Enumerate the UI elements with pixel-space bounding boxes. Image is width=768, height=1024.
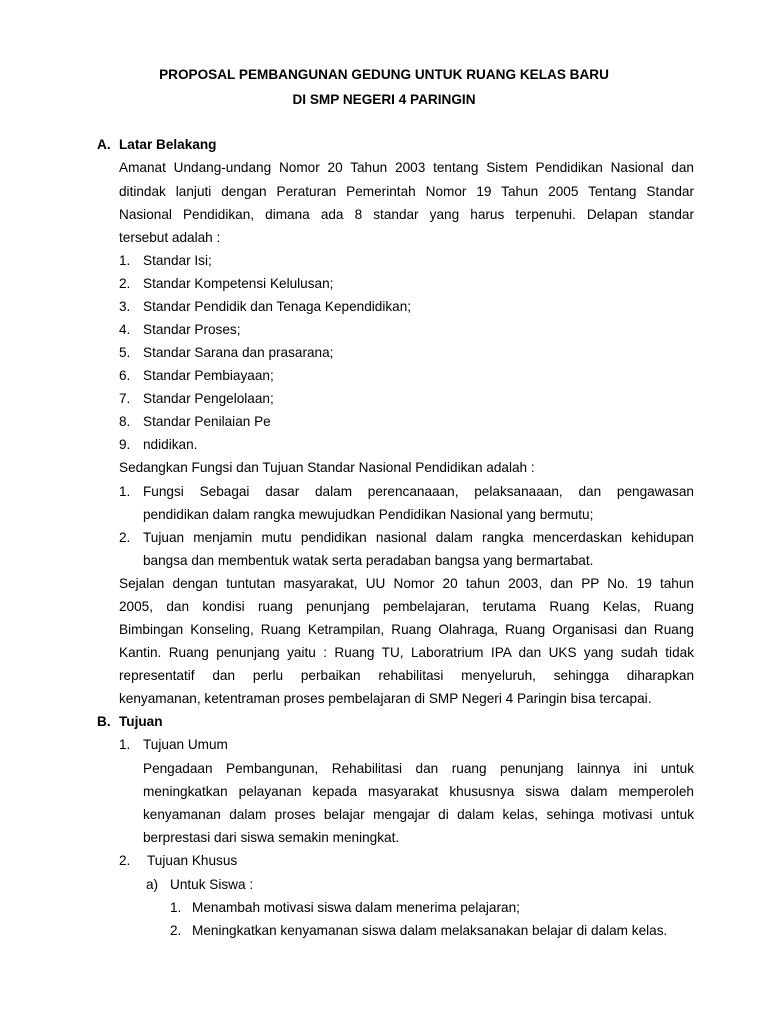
fungsi-num: 2. (119, 530, 131, 545)
umum-para-line: Pengadaan Pembangunan, Rehabilitasi dan ruang penunjang lainnya ini untuk (143, 761, 694, 776)
siswa-item-num: 1. (170, 900, 182, 915)
para1-line: Amanat Undang-undang Nomor 20 Tahun 2003 tentang Sistem Pendidikan Nasional dan (119, 160, 694, 175)
section-b-letter: B. (97, 714, 111, 729)
tujuan-umum-num: 1. (119, 737, 131, 752)
standard-item: ndidikan. (143, 437, 198, 452)
standard-item: Standar Pengelolaan; (143, 391, 274, 406)
para2-line: Sejalan dengan tuntutan masyarakat, UU Nomor 20 tahun 2003, dan PP No. 19 tahun (119, 576, 694, 591)
tujuan-khusus-heading: Tujuan Khusus (147, 853, 238, 868)
standard-num: 3. (119, 299, 131, 314)
fungsi-intro: Sedangkan Fungsi dan Tujuan Standar Nasional Pendidikan adalah : (119, 460, 535, 475)
section-b-heading: Tujuan (119, 714, 163, 729)
umum-para-line: kenyamanan dalam proses belajar mengajar di dalam kelas, sehinga motivasi untuk (143, 807, 694, 822)
standard-item: Standar Kompetensi Kelulusan; (143, 276, 334, 291)
para2-line: Bimbingan Konseling, Ruang Ketrampilan, Ruang Olahraga, Ruang Organisasi dan Ruang (119, 622, 694, 637)
standard-num: 4. (119, 322, 131, 337)
para1-line: ditindak lanjuti dengan Peraturan Pemerintah Nomor 19 Tahun 2005 Tentang Standar (119, 184, 694, 199)
fungsi-num: 1. (119, 484, 131, 499)
umum-para-line: meningkatkan pelayanan kepada masyarakat khususnya siswa dalam memperoleh (143, 784, 694, 799)
standard-num: 2. (119, 276, 131, 291)
fungsi-line: Fungsi Sebagai dasar dalam perencanaaan, pelaksanaaan, dan pengawasan (143, 484, 694, 499)
siswa-heading: Untuk Siswa : (170, 877, 254, 892)
para2-line: kenyamanan, ketentraman proses pembelajaran di SMP Negeri 4 Paringin bisa tercapai. (119, 691, 652, 706)
siswa-item-num: 2. (170, 923, 182, 938)
section-a-heading: Latar Belakang (119, 137, 217, 152)
para2-line: Kantin. Ruang penunjang yaitu : Ruang TU, Laboratrium IPA dan UKS yang sudah tidak (119, 645, 694, 660)
para1-line: tersebut adalah : (119, 230, 221, 245)
section-a-letter: A. (97, 137, 111, 152)
title-line-1: PROPOSAL PEMBANGUNAN GEDUNG UNTUK RUANG KELAS BARU (159, 67, 609, 82)
standard-num: 8. (119, 414, 131, 429)
standard-num: 9. (119, 437, 131, 452)
standard-num: 6. (119, 368, 131, 383)
standard-item: Standar Pendidik dan Tenaga Kependidikan; (143, 299, 412, 314)
fungsi-line: pendidikan dalam rangka mewujudkan Pendidikan Nasional yang bermutu; (143, 507, 594, 522)
standard-item: Standar Proses; (143, 322, 241, 337)
standard-num: 7. (119, 391, 131, 406)
siswa-letter: a) (146, 877, 159, 892)
standard-item: Standar Isi; (143, 253, 212, 268)
tujuan-umum-heading: Tujuan Umum (143, 737, 228, 752)
standard-item: Standar Pembiayaan; (143, 368, 274, 383)
standard-item: Standar Sarana dan prasarana; (143, 345, 334, 360)
fungsi-line: bangsa dan membentuk watak serta peradaban bangsa yang bermartabat. (143, 553, 594, 568)
para2-line: 2005, dan kondisi ruang penunjang pembelajaran, terutama Ruang Kelas, Ruang (119, 599, 694, 614)
para1-line: Nasional Pendidikan, dimana ada 8 standar yang harus terpenuhi. Delapan standar (119, 207, 694, 222)
para2-line: representatif dan perlu perbaikan rehabilitasi menyeluruh, sehingga diharapkan (119, 668, 694, 683)
title-line-2: DI SMP NEGERI 4 PARINGIN (292, 92, 476, 107)
standard-num: 5. (119, 345, 131, 360)
siswa-item: Meningkatkan kenyamanan siswa dalam melaksanakan belajar di dalam kelas. (192, 923, 668, 938)
standard-num: 1. (119, 253, 131, 268)
siswa-item: Menambah motivasi siswa dalam menerima pelajaran; (192, 900, 520, 915)
fungsi-line: Tujuan menjamin mutu pendidikan nasional dalam rangka mencerdaskan kehidupan (143, 530, 694, 545)
tujuan-khusus-num: 2. (119, 853, 131, 868)
umum-para-line: berprestasi dari siswa semakin meningkat. (143, 830, 400, 845)
standard-item: Standar Penilaian Pe (143, 414, 271, 429)
